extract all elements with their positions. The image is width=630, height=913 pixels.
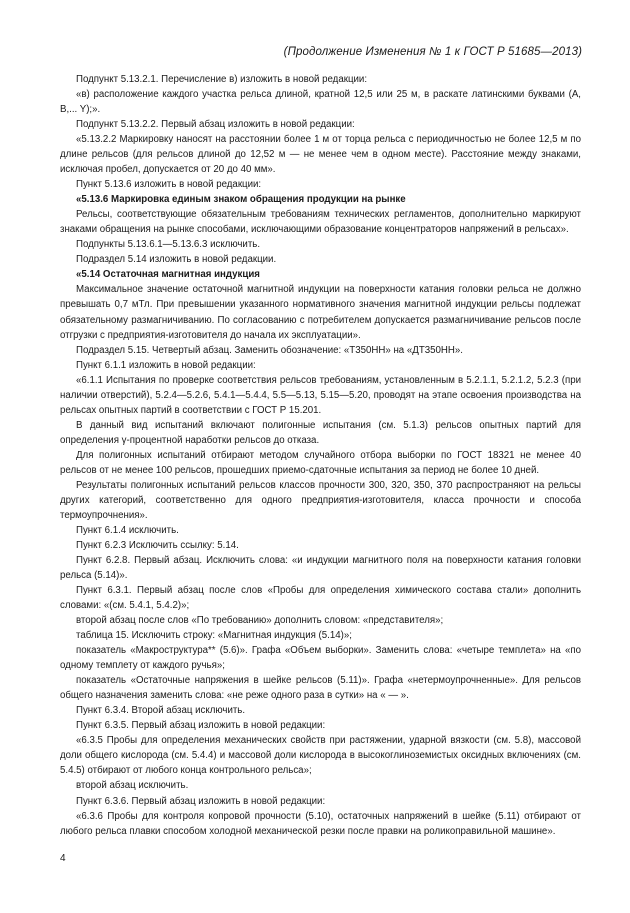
paragraph: Пункт 6.3.5. Первый абзац изложить в новой редакции: (76, 720, 326, 732)
page-body (60, 72, 581, 839)
paragraph: показатель «Остаточные напряжения в шейке рельсов (5.11)». Графа «нетермоупрочненные». Для рельсов общего назначения заменить слова: «не реже одного раза в сутки» на « — ». (60, 675, 581, 702)
paragraph: Для полигонных испытаний отбирают методом случайного отбора выборки по ГОСТ 18321 не менее 40 рельсов от не менее 100 рельсов, прошедших приемо-сдаточные испытания за период не более 10 дней. (60, 449, 581, 476)
paragraph: Подпункт 5.13.2.1. Перечисление в) изложить в новой редакции: (76, 74, 368, 85)
paragraph: Максимальное значение остаточной магнитной индукции на поверхности катания головки рельса не должно превышать 0,7 мТл. При превышении указанного нормативного значения магнитной индукции рельсы подлежат обязательному размагничиванию. По согласованию с потребителем допускается размагничивание рельсов после отгрузки с предприятия-изготовителя до начала их эксплуатации». (60, 284, 581, 341)
paragraph: второй абзац исключить. (76, 780, 189, 792)
paragraph: Пункт 6.1.1 изложить в новой редакции: (76, 359, 256, 371)
paragraph: второй абзац после слов «По требованию» дополнить словом: «представителя»; (76, 615, 444, 627)
paragraph: Подпункты 5.13.6.1—5.13.6.3 исключить. (76, 239, 261, 251)
page-number: 4 (60, 853, 66, 864)
paragraph: таблица 15. Исключить строку: «Магнитная индукция (5.14)»; (76, 630, 352, 642)
paragraph: Рельсы, соответствующие обязательным требованиям технических регламентов, дополнительно маркируют знаками обращения на рынке способами, исключающими образование концентраторов напряжений в рельсах». (60, 209, 581, 236)
paragraph: Пункт 5.13.6 изложить в новой редакции: (76, 179, 262, 191)
paragraph: В данный вид испытаний включают полигонные испытания (см. 5.1.3) рельсов опытных партий для определения γ-процентной наработки рельсов до отказа. (60, 419, 581, 446)
paragraph: «5.13.2.2 Маркировку наносят на расстоянии более 1 м от торца рельса с периодичностью не более 12,5 м по длине рельсов (для рельсов длиной до 12,52 м — не менее чем в одном месте). Расстояние между знаками, исключая пробел, допускается от 20 до 40 мм». (60, 134, 581, 176)
section-heading: «5.13.6 Маркировка единым знаком обращения продукции на рынке (76, 194, 406, 206)
paragraph: Подраздел 5.14 изложить в новой редакции. (76, 254, 277, 266)
paragraph: Пункт 6.2.3 Исключить ссылку: 5.14. (76, 539, 239, 551)
paragraph: «6.3.6 Пробы для контроля копровой прочности (5.10), остаточных напряжений в шейке (5.11) отбирают от любого рельса плавки способом холодной механической резки после правки на роликоправильной машине». (60, 810, 581, 837)
paragraph: «6.3.5 Пробы для определения механических свойств при растяжении, ударной вязкости (см. 5.8), массовой доли общего кислорода (см. 5.4.4) и массовой доли кислорода в высокоглиноземистых оксидных включениях (см. 5.4.5) отбирают от любого конца контрольного рельса»; (60, 735, 581, 777)
paragraph: Пункт 6.1.4 исключить. (76, 524, 179, 536)
paragraph: Пункт 6.3.6. Первый абзац изложить в новой редакции: (76, 795, 326, 807)
paragraph: «в) расположение каждого участка рельса длиной, кратной 12,5 или 25 м, в раскате латинскими буквами (A, B,... Y);». (60, 89, 581, 116)
paragraph: показатель «Макроструктура** (5.6)». Графа «Объем выборки». Заменить слова: «четыре темплета» на «по одному темплету от каждого ручья»; (60, 645, 581, 672)
paragraph: Подпункт 5.13.2.2. Первый абзац изложить в новой редакции: (76, 119, 355, 131)
paragraph: Подраздел 5.15. Четвертый абзац. Заменить обозначение: «Т350НН» на «ДТ350НН». (76, 344, 463, 356)
page-header: (Продолжение Изменения № 1 к ГОСТ Р 51685—2013) (283, 46, 582, 58)
paragraph: Пункт 6.2.8. Первый абзац. Исключить слова: «и индукции магнитного поля на поверхности катания головки рельса (5.14)». (60, 555, 581, 582)
paragraph: Результаты полигонных испытаний рельсов классов прочности 300, 320, 350, 370 распространяют на рельсы других категорий, соответственно для одного предприятия-изготовителя, класса прочности и способа термоупрочнения». (60, 479, 581, 521)
section-heading: «5.14 Остаточная магнитная индукция (76, 269, 260, 281)
paragraph: Пункт 6.3.4. Второй абзац исключить. (76, 705, 246, 717)
paragraph: «6.1.1 Испытания по проверке соответствия рельсов требованиям, установленным в 5.2.1.1, 5.2.1.2, 5.2.3 (при наличии отверстий), 5.2.4—5.2.6, 5.4.1—5.4.4, 5.5—5.13, 5.15—5.20, проводят на этапе освоения производства на рельсах опытных партий в соответствии с ГОСТ Р 15.201. (60, 374, 581, 416)
paragraph: Пункт 6.3.1. Первый абзац после слов «Пробы для определения химического состава стали» дополнить словами: «(см. 5.4.1, 5.4.2)»; (60, 585, 581, 612)
